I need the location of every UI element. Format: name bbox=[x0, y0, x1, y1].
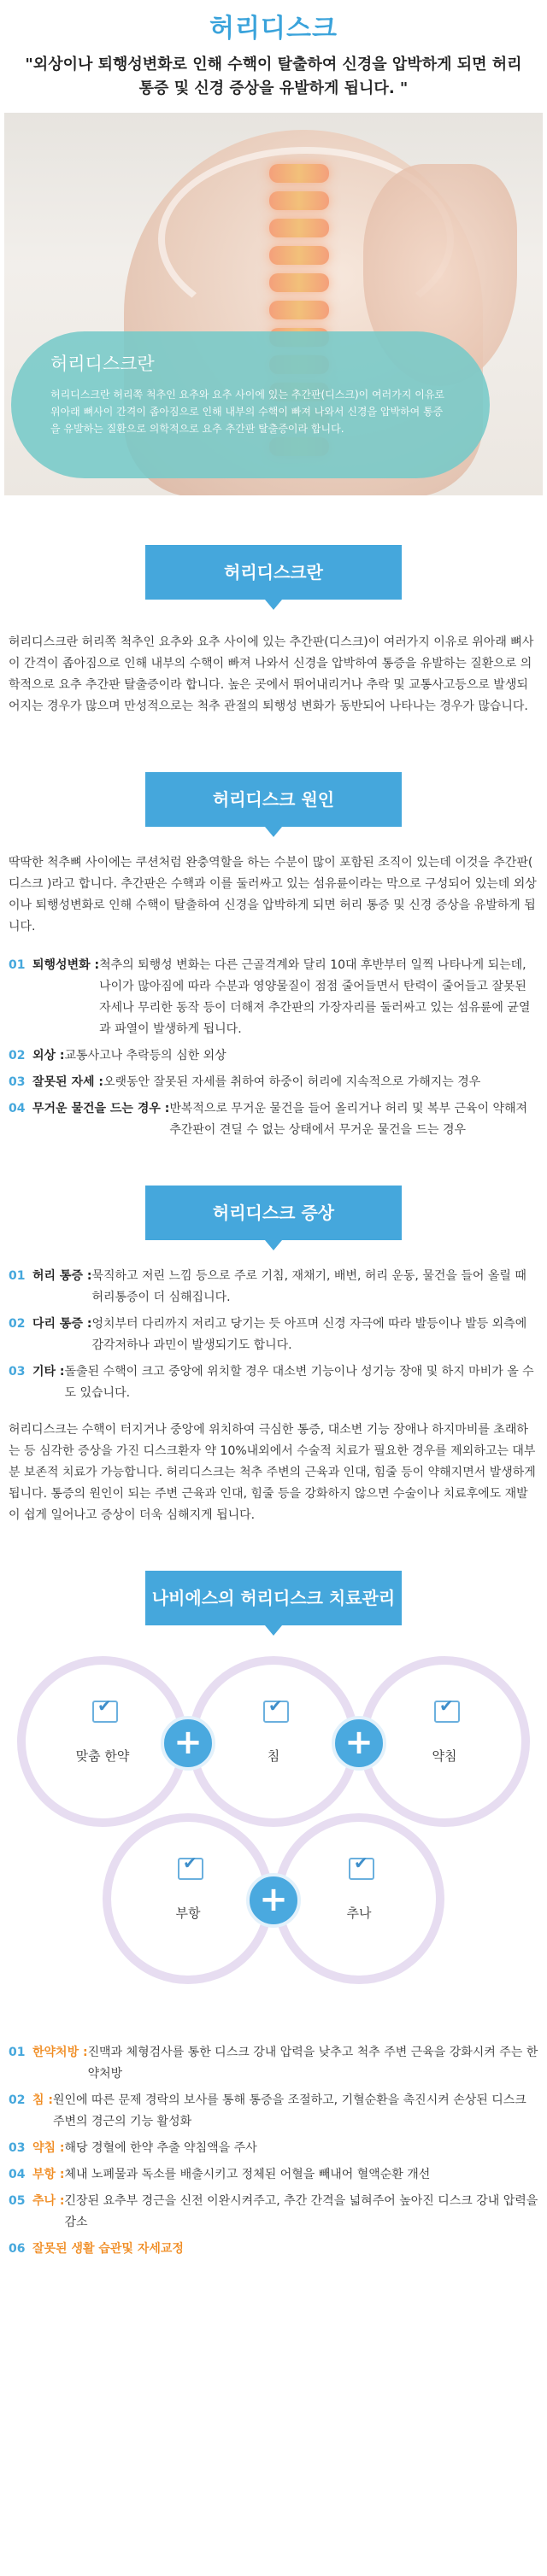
list-item: 05 추나 : 긴장된 요추부 경근을 신전 이완시켜주고, 추간 간격을 넓혀주어 높아진 디스크 강내 압력을 감소 bbox=[9, 2194, 538, 2229]
checkbox-icon bbox=[349, 1858, 374, 1880]
hero-panel-title: 허리디스크란 bbox=[50, 354, 155, 374]
section-header bbox=[0, 545, 547, 600]
list-item: 01 퇴행성변화 : 척추의 퇴행성 변화는 다른 근골격계와 달리 10대 후반부터 일찍 나타나게 되는데, 나이가 많아짐에 따라 수분과 영양물질이 점점 줄어들면서 탄력이 줄어들고 잘못된 자세나 무리한 동작 등이 더해져 추간판의 가장자리를 둘러싸고 있는 섬유륜에 균열과 파열이 발생하게 됩니다. bbox=[9, 958, 531, 1036]
list-item: 02 외상 : 교통사고나 추락등의 심한 외상 bbox=[9, 1049, 226, 1063]
section-title-treatment: 나비에스의 허리디스크 치료관리 bbox=[145, 1571, 402, 1625]
section-header bbox=[0, 1571, 547, 1625]
list-item: 01 한약처방 : 진맥과 체형검사를 통한 디스크 강내 압력을 낮추고 척추 주변 근육을 강화시켜 주는 한약처방 bbox=[9, 2046, 538, 2081]
hero-panel bbox=[11, 331, 490, 478]
treatment-list bbox=[9, 2042, 538, 2260]
treatment-circle: ✔ 약침 bbox=[359, 1656, 530, 1827]
header bbox=[0, 0, 547, 101]
page-subtitle: "외상이나 퇴행성변화로 인해 수핵이 탈출하여 신경을 압박하게 되면 허리 통증 및 신경 증상을 유발하게 됩니다. " bbox=[25, 56, 522, 97]
plus-icon: + bbox=[332, 1716, 386, 1771]
treatment-circle: ✔ 맞춤 한약 bbox=[17, 1656, 188, 1827]
symptom-list bbox=[9, 1266, 538, 1404]
hero-image bbox=[4, 113, 543, 495]
treatment-circle: ✔ 추나 bbox=[274, 1813, 444, 1984]
checkbox-icon bbox=[178, 1858, 203, 1880]
treatment-circle: ✔ 부항 bbox=[103, 1813, 274, 1984]
section-intro-cause: 딱딱한 척추뼈 사이에는 쿠션처럼 완충역할을 하는 수분이 많이 포함된 조직이 있는데 이것을 추간판( 디스크 )라고 합니다. 추간판은 수핵과 이를 둘러싸고 있는 섬유륜이라는 막으로 구성되어 있는데 외상이나 퇴행성변화로 인해 수핵이 탈출하여 신경을 압박하게 되면 허리 통증 및 신경 증상을 유발하게 됩니다. bbox=[9, 856, 537, 934]
section-title-cause: 허리디스크 원인 bbox=[145, 772, 402, 827]
cause-list bbox=[9, 955, 538, 1141]
section-header bbox=[0, 772, 547, 827]
checkbox-icon bbox=[263, 1701, 289, 1723]
list-item: 03 기타 : 돌출된 수핵이 크고 중앙에 위치할 경우 대소변 기능이나 성기능 장애 및 하지 마비가 올 수 도 있습니다. bbox=[9, 1365, 534, 1400]
section-text-symptom: 허리디스크는 수핵이 터지거나 중앙에 위치하여 극심한 통증, 대소변 기능 장애나 하지마비를 초래하는 등 심각한 증상을 가진 디스크환자 약 10%내외에서 수술적 치료가 필요한 경우를 제외하고는 대부분 보존적 치료가 가능합니다. 허리디스크는 척추 주변의 근육과 인대, 힘줄 등이 약해지면서 발생하게 됩니다. 통증의 원인이 되는 주변 근육과 인대, 힘줄 등을 강화하지 않으면 수술이나 치료후에도 재발이 쉽게 일어나고 증상이 더욱 심해지게 됩니다. bbox=[9, 1423, 536, 1522]
list-item: 04 부항 : 체내 노폐물과 독소를 배출시키고 정체된 어혈을 빼내어 혈액순환 개선 bbox=[9, 2168, 431, 2181]
list-item: 04 무거운 물건을 드는 경우 : 반복적으로 무거운 물건을 들어 올리거나 허리 및 복부 근육이 약해져 추간판이 견딜 수 없는 상태에서 무거운 물건을 드는 경우 bbox=[9, 1102, 528, 1137]
plus-icon: + bbox=[161, 1716, 215, 1771]
section-title-symptom: 허리디스크 증상 bbox=[145, 1186, 402, 1240]
page-title: 허리디스크 bbox=[209, 14, 338, 44]
list-item: 02 다리 통증 : 엉치부터 다리까지 저리고 당기는 듯 아프며 신경 자극에 따라 발등이나 발등 외측에 감각저하나 과민이 발생되기도 합니다. bbox=[9, 1317, 527, 1352]
list-item: 01 허리 통증 : 묵직하고 저린 느낌 등으로 주로 기침, 재채기, 배변, 허리 운동, 물건을 들어 올릴 때 허리통증이 더 심해집니다. bbox=[9, 1269, 526, 1304]
plus-icon: + bbox=[246, 1873, 301, 1928]
list-item: 03 약침 : 해당 경혈에 한약 추출 약침액을 주사 bbox=[9, 2141, 257, 2155]
hero-panel-text: 허리디스크란 허리쪽 척추인 요추와 요추 사이에 있는 추간판(디스크)이 여러가지 이유로 위아래 뼈사이 간격이 좁아짐으로 인해 내부의 수핵이 빠져 나와서 신경을 압박하여 통증을 유발하는 질환으로 의학적으로 요추 추간판 탈출증이라 합니다. bbox=[50, 389, 445, 435]
list-item: 02 침 : 원인에 따른 문제 경락의 보사를 통해 통증을 조절하고, 기혈순환을 촉진시켜 손상된 디스크 주변의 경근의 기능 활성화 bbox=[9, 2093, 526, 2128]
section-title-what: 허리디스크란 bbox=[145, 545, 402, 600]
treatment-circle: ✔ 침 bbox=[188, 1656, 359, 1827]
list-item: 03 잘못된 자세 : 오랫동안 잘못된 자세를 취하여 하중이 허리에 지속적으로 가해지는 경우 bbox=[9, 1075, 481, 1089]
treatment-diagram bbox=[9, 1656, 538, 2015]
section-text-what: 허리디스크란 허리쪽 척추인 요추와 요추 사이에 있는 추간판(디스크)이 여러가지 이유로 위아래 뼈사이 간격이 좁아짐으로 인해 내부의 수핵이 빠져 나와서 신경을 압박하여 통증을 유발하는 질환으로 의학적으로 요추 추간판 탈출증이라 합니다. 높은 곳에서 뛰어내리거나 추락 및 교통사고등으로 발생되어지는 경우가 많으며 만성적으로는 척추 관절의 퇴행성 변화가 동반되어 나타나는 경우가 많습니다. bbox=[9, 635, 534, 713]
section-header bbox=[0, 1186, 547, 1240]
list-item: 06 잘못된 생활 습관및 자세교정 bbox=[9, 2242, 184, 2256]
checkbox-icon bbox=[92, 1701, 118, 1723]
checkbox-icon bbox=[434, 1701, 460, 1723]
